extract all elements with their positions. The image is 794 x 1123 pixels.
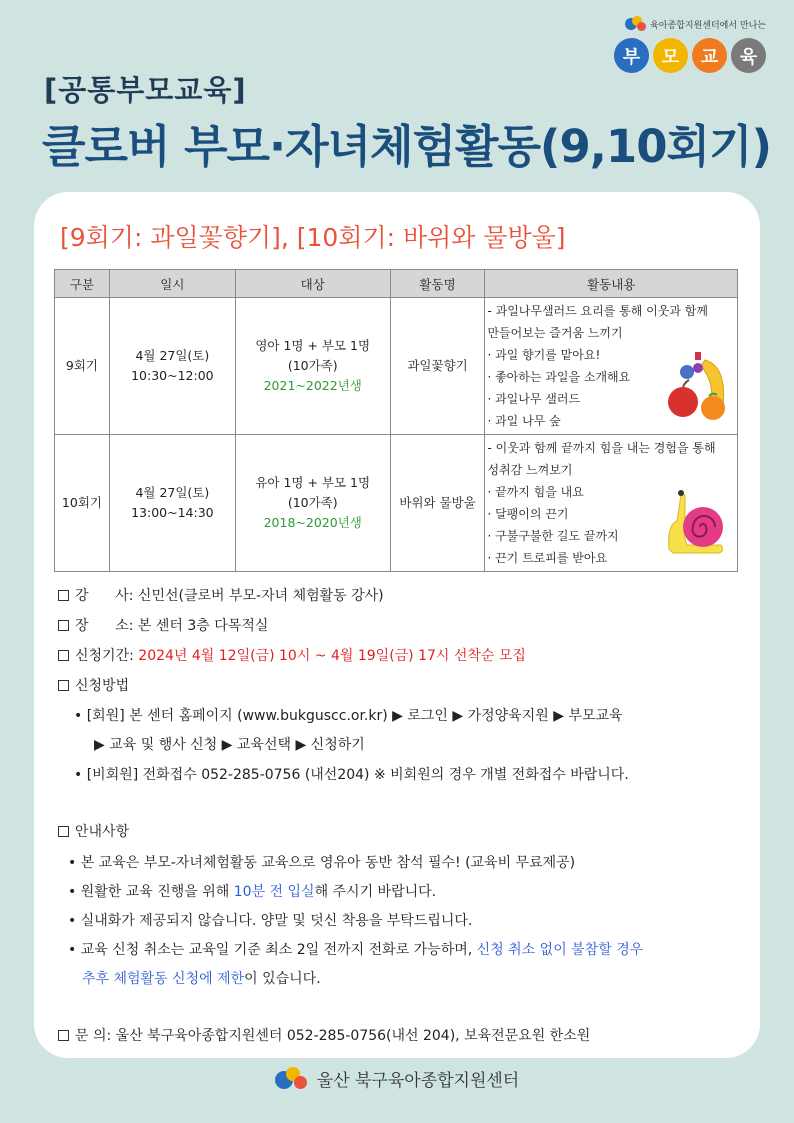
families-text: (10가족) bbox=[287, 495, 338, 510]
sessions-title: [9회기: 과일꽃향기], [10회기: 바위와 물방울] bbox=[60, 223, 566, 252]
checkbox-square-icon bbox=[58, 650, 69, 661]
detail-line: · 좋아하는 과일을 소개해요 bbox=[487, 370, 631, 384]
content-card bbox=[34, 192, 760, 1058]
target-cell bbox=[235, 298, 390, 435]
place-value: 본 센터 3층 다목적실 bbox=[137, 618, 269, 634]
header-cell: 활동명 bbox=[390, 270, 485, 298]
checkbox-square-icon bbox=[58, 590, 69, 601]
notice-2-highlight: 10분 전 입실 bbox=[233, 884, 315, 900]
notice-4-highlight: 신청 취소 없이 불참할 경우 bbox=[476, 942, 644, 958]
instructor-value: 신민선(클로버 부모-자녀 체험활동 강사) bbox=[137, 588, 384, 604]
instructor-label: 강 사: bbox=[75, 588, 134, 604]
notice-4: • 교육 신청 취소는 교육일 기준 최소 2일 전까지 전화로 가능하며, 신청 취소 없이 불참할 경우 bbox=[68, 942, 644, 958]
member-method-1: • [회원] 본 센터 홈페이지 (www.bukguscc.or.kr) ▶ 로그인 ▶ 가정양육지원 ▶ 부모교육 bbox=[74, 708, 623, 724]
table-header-row bbox=[55, 270, 738, 298]
notice-1: • 본 교육은 부모-자녀체험활동 교육으로 영유아 동반 참석 필수! (교육비 무료제공) bbox=[68, 855, 576, 871]
badge-circle-4: 육 bbox=[731, 38, 766, 73]
header-cell: 대상 bbox=[235, 270, 390, 298]
center-logo-icon bbox=[625, 16, 647, 32]
time-text: 10:30~12:00 bbox=[131, 368, 214, 383]
nonmember-method: • [비회원] 전화접수 052-285-0756 (내선204) ※ 비회원의 경우 개별 전화접수 바랍니다. bbox=[74, 767, 629, 783]
datetime-cell bbox=[109, 298, 235, 435]
families-text: (10가족) bbox=[287, 358, 338, 373]
detail-line: · 과일 향기를 맡아요! bbox=[487, 348, 601, 362]
notice-4-cont: 추후 체험활동 신청에 제한이 있습니다. bbox=[82, 971, 321, 987]
program-badge bbox=[606, 16, 766, 73]
detail-line: 만들어보는 즐거움 느끼기 bbox=[487, 326, 623, 340]
detail-line: · 끝까지 힘을 내요 bbox=[487, 485, 584, 499]
date-text: 4월 27일(토) bbox=[135, 485, 210, 500]
footer-org-name: 울산 북구육아종합지원센터 bbox=[316, 1071, 520, 1091]
member-method-2: ▶ 교육 및 행사 신청 ▶ 교육선택 ▶ 신청하기 bbox=[94, 737, 365, 753]
detail-line: - 과일나무샐러드 요리를 통해 이웃과 함께 bbox=[487, 304, 708, 318]
contact-value: 울산 북구육아종합지원센터 052-285-0756(내선 204), 보육전문요원 한소원 bbox=[115, 1028, 591, 1044]
time-text: 13:00~14:30 bbox=[131, 505, 214, 520]
target-cell bbox=[235, 435, 390, 572]
datetime-cell bbox=[109, 435, 235, 572]
footer bbox=[0, 1066, 794, 1091]
page-title: 클로버 부모·자녀체험활동(9,10회기) bbox=[42, 120, 772, 173]
date-text: 4월 27일(토) bbox=[135, 348, 210, 363]
period-value: 2024년 4월 12일(금) 10시 ~ 4월 19일(금) 17시 선착순 모집 bbox=[138, 648, 526, 664]
detail-line: · 달팽이의 끈기 bbox=[487, 507, 569, 521]
activity-cell: 과일꽃향기 bbox=[390, 298, 485, 435]
brand-line bbox=[606, 16, 766, 32]
header-cell: 일시 bbox=[109, 270, 235, 298]
period-label: 신청기간: bbox=[75, 648, 134, 664]
notice-heading bbox=[58, 822, 129, 842]
snail-icon bbox=[663, 485, 727, 557]
detail-line: · 과일나무 샐러드 bbox=[487, 392, 581, 406]
category-label: [공통부모교육] bbox=[44, 73, 247, 107]
checkbox-square-icon bbox=[58, 826, 69, 837]
detail-line: · 구불구불한 길도 끝까지 bbox=[487, 529, 619, 543]
center-logo-icon bbox=[275, 1067, 309, 1091]
detail-line: 성취감 느껴보기 bbox=[487, 463, 573, 477]
target-text: 유아 1명 + 부모 1명 bbox=[255, 475, 371, 490]
badge-circle-3: 교 bbox=[692, 38, 727, 73]
notice-label: 안내사항 bbox=[75, 824, 130, 840]
place-label: 장 소: bbox=[75, 618, 134, 634]
checkbox-square-icon bbox=[58, 1030, 69, 1041]
detail-line: - 이웃과 함께 끝까지 힘을 내는 경험을 통해 bbox=[487, 441, 716, 455]
notice-2: • 원활한 교육 진행을 위해 10분 전 입실해 주시기 바랍니다. bbox=[68, 884, 437, 900]
fruit-basket-icon bbox=[665, 346, 731, 424]
activity-cell: 바위와 물방울 bbox=[390, 435, 485, 572]
instructor-line bbox=[58, 586, 384, 606]
contact-label: 문 의: bbox=[75, 1028, 112, 1044]
checkbox-square-icon bbox=[58, 680, 69, 691]
details-cell bbox=[485, 435, 738, 572]
table-row bbox=[55, 298, 738, 435]
birth-years-text: 2018~2020년생 bbox=[263, 515, 362, 530]
checkbox-square-icon bbox=[58, 620, 69, 631]
badge-circle-2: 모 bbox=[653, 38, 688, 73]
target-text: 영아 1명 + 부모 1명 bbox=[255, 338, 371, 353]
header-cell: 구분 bbox=[55, 270, 110, 298]
brand-text: 육아종합지원센터에서 만나는 bbox=[650, 20, 766, 31]
session-cell: 9회기 bbox=[55, 298, 110, 435]
detail-line: · 과일 나무 숲 bbox=[487, 414, 561, 428]
notice-4b-highlight: 추후 체험활동 신청에 제한 bbox=[82, 971, 245, 987]
method-line bbox=[58, 676, 129, 696]
place-line bbox=[58, 616, 268, 636]
badge-circle-1: 부 bbox=[614, 38, 649, 73]
period-line bbox=[58, 646, 526, 666]
session-cell: 10회기 bbox=[55, 435, 110, 572]
badge-circles bbox=[606, 38, 766, 73]
header-cell: 활동내용 bbox=[485, 270, 738, 298]
details-cell bbox=[485, 298, 738, 435]
table-row bbox=[55, 435, 738, 572]
birth-years-text: 2021~2022년생 bbox=[263, 378, 362, 393]
schedule-table bbox=[54, 269, 738, 572]
detail-line: · 끈기 트로피를 받아요 bbox=[487, 551, 608, 565]
method-label: 신청방법 bbox=[75, 678, 130, 694]
notice-3: • 실내화가 제공되지 않습니다. 양말 및 덧신 착용을 부탁드립니다. bbox=[68, 913, 473, 929]
contact-line bbox=[58, 1026, 590, 1046]
